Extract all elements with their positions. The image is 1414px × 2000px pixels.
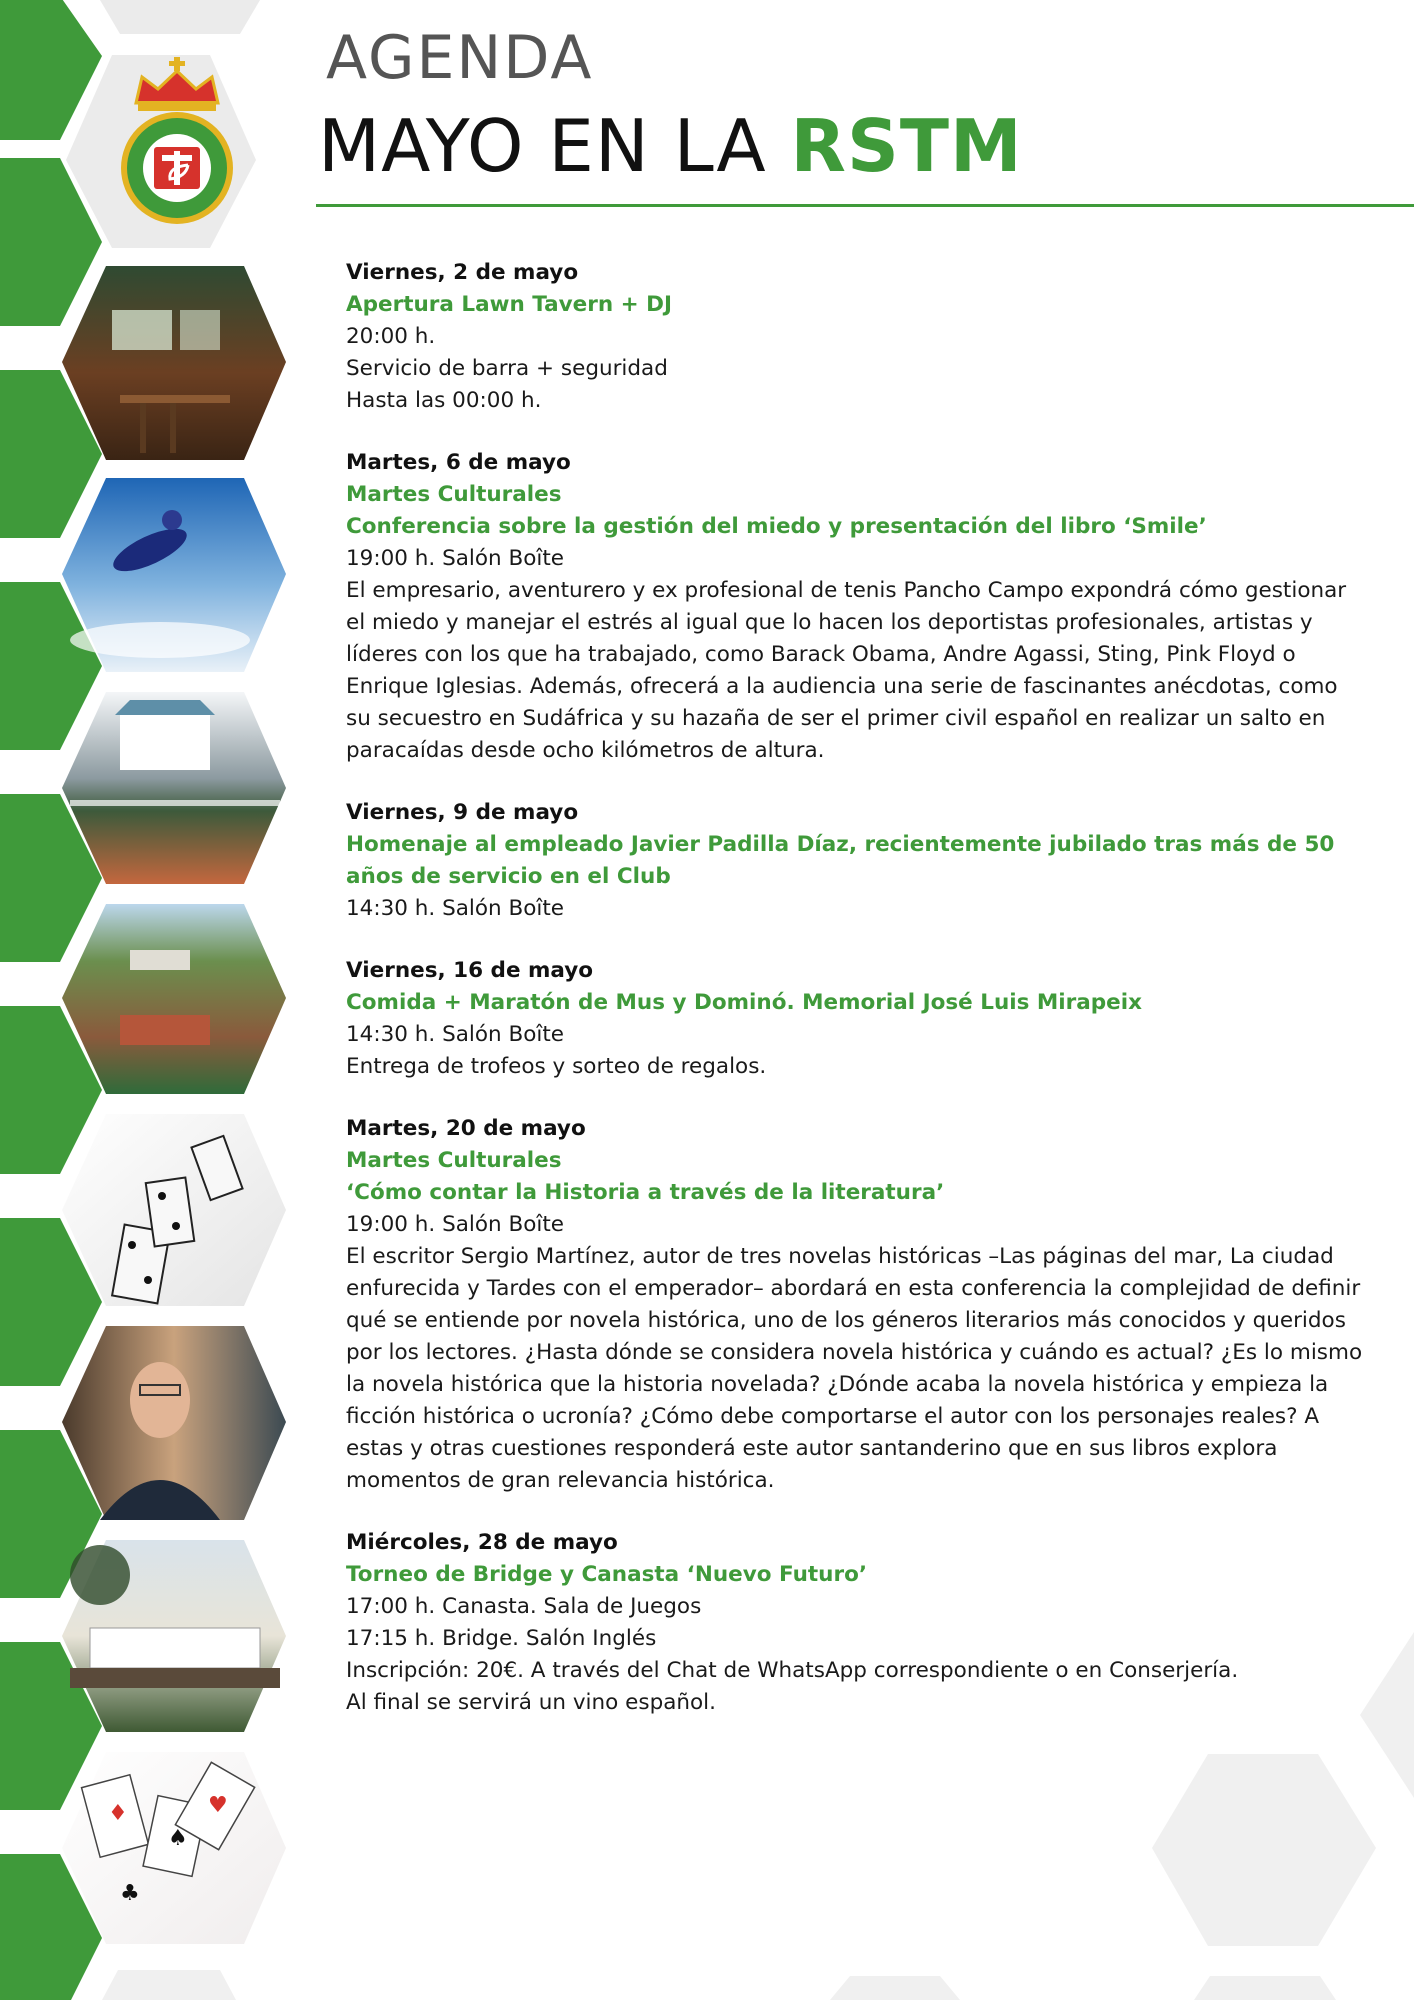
- event-heading: Martes Culturales: [346, 1148, 562, 1173]
- page-title-agenda: AGENDA: [326, 23, 594, 93]
- club-building-photo: [62, 692, 286, 884]
- event-item: [346, 1527, 1366, 1719]
- event-detail: Hasta las 00:00 h.: [346, 388, 542, 413]
- title-accent: RSTM: [790, 104, 1023, 188]
- rstm-crest-icon: [108, 55, 248, 225]
- event-detail: 19:00 h. Salón Boîte: [346, 546, 565, 571]
- event-heading: Homenaje al empleado Javier Padilla Díaz, recientemente jubilado tras más de 50 años de servicio en el Club: [346, 832, 1335, 889]
- title-prefix: MAYO EN LA: [318, 104, 791, 188]
- event-detail: 14:30 h. Salón Boîte: [346, 1022, 565, 1047]
- event-date: Martes, 6 de mayo: [346, 450, 571, 475]
- event-detail: 20:00 h.: [346, 324, 436, 349]
- header-divider: [316, 204, 1414, 207]
- event-heading: Comida + Maratón de Mus y Dominó. Memorial José Luis Mirapeix: [346, 990, 1142, 1015]
- event-detail: 14:30 h. Salón Boîte: [346, 896, 565, 921]
- event-heading: Martes Culturales: [346, 482, 562, 507]
- svg-text:♠: ♠: [168, 1826, 188, 1851]
- event-description: El escritor Sergio Martínez, autor de tres novelas históricas –Las páginas del mar, La ciudad enfurecida y Tardes con el emperador– abordará en esta conferencia la complejidad de definir qué se entiende por novela histórica, uno de los géneros literarios más conocidos y queridos por los lectores. ¿Hasta dónde se considera novela histórica y cuándo es actual? ¿Es lo mismo la novela histórica que la historia novelada? ¿Dónde acaba la novela histórica y empieza la ficción histórica o ucronía? ¿Cómo debe comportarse el autor con los personajes reales? A estas y otras cuestiones responderá este autor santanderino que en sus libros explora momentos de gran relevancia histórica.: [346, 1244, 1363, 1493]
- playing-cards-photo: [62, 1752, 286, 1944]
- event-detail: 19:00 h. Salón Boîte: [346, 1212, 565, 1237]
- dominoes-photo: [62, 1114, 286, 1306]
- event-item: [346, 257, 1366, 417]
- svg-text:♦: ♦: [108, 1801, 128, 1826]
- event-item: [346, 1113, 1366, 1497]
- terrace-photo: [62, 1540, 286, 1732]
- event-heading: Conferencia sobre la gestión del miedo y presentación del libro ‘Smile’: [346, 514, 1207, 539]
- event-detail: Entrega de trofeos y sorteo de regalos.: [346, 1054, 767, 1079]
- page-title-month: [318, 104, 1023, 188]
- event-description: El empresario, aventurero y ex profesional de tenis Pancho Campo expondrá cómo gestionar el miedo y manejar el estrés al igual que lo hacen los deportistas profesionales, artistas y líderes con los que ha trabajado, como Barack Obama, Andre Agassi, Sting, Pink Floyd o Enrique Iglesias. Además, ofrecerá a la audiencia una serie de fascinantes anécdotas, como su secuestro en Sudáfrica y su hazaña de ser el primer civil español en realizar un salto en paracaídas desde ocho kilómetros de altura.: [346, 578, 1347, 763]
- event-date: Viernes, 16 de mayo: [346, 958, 594, 983]
- skydiver-photo: [62, 478, 286, 672]
- svg-text:♥: ♥: [208, 1793, 228, 1818]
- event-detail: Al final se servirá un vino español.: [346, 1690, 716, 1715]
- tavern-photo: [62, 266, 286, 460]
- event-detail: Inscripción: 20€. A través del Chat de WhatsApp correspondiente o en Conserjería.: [346, 1658, 1239, 1683]
- event-detail: 17:15 h. Bridge. Salón Inglés: [346, 1626, 657, 1651]
- event-detail: Servicio de barra + seguridad: [346, 356, 668, 381]
- event-detail: 17:00 h. Canasta. Sala de Juegos: [346, 1594, 702, 1619]
- event-heading: Apertura Lawn Tavern + DJ: [346, 292, 672, 317]
- author-portrait-photo: [62, 1326, 286, 1520]
- aerial-coast-photo: [62, 904, 286, 1094]
- svg-text:♣: ♣: [120, 1881, 140, 1906]
- event-date: Viernes, 2 de mayo: [346, 260, 579, 285]
- event-list: [346, 257, 1366, 1719]
- event-item: [346, 797, 1366, 925]
- event-heading: ‘Cómo contar la Historia a través de la literatura’: [346, 1180, 945, 1205]
- event-item: [346, 955, 1366, 1083]
- event-item: [346, 447, 1366, 767]
- event-heading: Torneo de Bridge y Canasta ‘Nuevo Futuro’: [346, 1562, 868, 1587]
- event-date: Viernes, 9 de mayo: [346, 800, 579, 825]
- event-date: Martes, 20 de mayo: [346, 1116, 586, 1141]
- event-date: Miércoles, 28 de mayo: [346, 1530, 618, 1555]
